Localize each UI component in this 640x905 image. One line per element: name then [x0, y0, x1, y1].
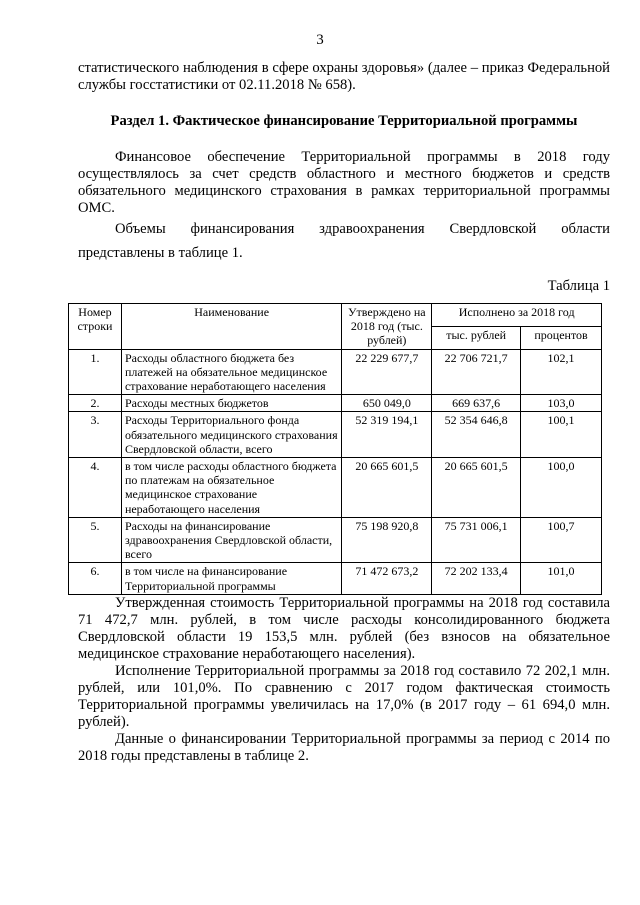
table-row: [69, 395, 602, 412]
row-executed: 20 665 601,5: [432, 458, 521, 518]
row-number: 6.: [69, 563, 122, 594]
paragraph-approved-cost: Утвержденная стоимость Территориальной программы на 2018 год составила 71 472,7 млн. рублей, в том числе расходы консолидированного бюджета Свердловской области 19 153,5 млн. рублей (без взносов на обязательное медицинское страхование неработающего населения).: [78, 594, 610, 662]
section-title: Раздел 1. Фактическое финансирование Территориальной программы: [110, 113, 578, 129]
document-body: [78, 60, 610, 765]
row-executed: 75 731 006,1: [432, 517, 521, 563]
row-percent: 100,0: [521, 458, 602, 518]
row-approved: 22 229 677,7: [342, 349, 432, 395]
row-name: Расходы на финансирование здравоохранения Свердловской области, всего: [121, 517, 341, 563]
row-executed: 72 202 133,4: [432, 563, 521, 594]
table-row: [69, 458, 602, 518]
row-name: Расходы Территориального фонда обязательного медицинского страхования Свердловской области, всего: [121, 412, 341, 458]
row-approved: 75 198 920,8: [342, 517, 432, 563]
table-row: [69, 563, 602, 594]
row-number: 4.: [69, 458, 122, 518]
paragraph-financing: Финансовое обеспечение Территориальной программы в 2018 году осуществлялось за счет средств областного и местного бюджетов и средств обязательного медицинского страхования в рамках территориальной программы ОМС.: [78, 149, 610, 216]
row-percent: 100,7: [521, 517, 602, 563]
financing-table: [68, 303, 602, 595]
row-approved: 650 049,0: [342, 395, 432, 412]
header-name: Наименование: [121, 304, 341, 350]
row-approved: 52 319 194,1: [342, 412, 432, 458]
header-row-number: Номер строки: [69, 304, 122, 350]
table-row: [69, 412, 602, 458]
header-executed: Исполнено за 2018 год: [432, 304, 602, 327]
row-percent: 100,1: [521, 412, 602, 458]
row-number: 1.: [69, 349, 122, 395]
row-name: Расходы областного бюджета без платежей на обязательное медицинское страхование неработающего населения: [121, 349, 341, 395]
page-number: 3: [316, 32, 324, 48]
paragraph-volumes: Объемы финансирования здравоохранения Свердловской области представлены в таблице 1.: [78, 221, 610, 261]
row-name: в том числе расходы областного бюджета по платежам на обязательное медицинское страхование неработающего населения: [121, 458, 341, 518]
paragraph-execution: Исполнение Территориальной программы за 2018 год составило 72 202,1 млн. рублей, или 101,0%. По сравнению с 2017 годом фактическая стоимость Территориальной программы увеличилась на 17,0% (в 2017 году – 61 694,0 млн. рублей).: [78, 662, 610, 730]
table-row: [69, 517, 602, 563]
row-name: в том числе на финансирование Территориальной программы: [121, 563, 341, 594]
row-executed: 22 706 721,7: [432, 349, 521, 395]
row-number: 2.: [69, 395, 122, 412]
row-approved: 20 665 601,5: [342, 458, 432, 518]
row-approved: 71 472 673,2: [342, 563, 432, 594]
row-executed: 52 354 646,8: [432, 412, 521, 458]
header-executed-thousand: тыс. рублей: [432, 326, 521, 349]
row-executed: 669 637,6: [432, 395, 521, 412]
row-percent: 102,1: [521, 349, 602, 395]
header-executed-percent: процентов: [521, 326, 602, 349]
row-percent: 103,0: [521, 395, 602, 412]
row-percent: 101,0: [521, 563, 602, 594]
row-number: 5.: [69, 517, 122, 563]
header-approved: Утверждено на 2018 год (тыс. рублей): [342, 304, 432, 350]
table-row: [69, 349, 602, 395]
row-name: Расходы местных бюджетов: [121, 395, 341, 412]
paragraph-table2-reference: Данные о финансировании Территориальной программы за период с 2014 по 2018 годы представлены в таблице 2.: [78, 730, 610, 764]
intro-continuation: статистического наблюдения в сфере охраны здоровья» (далее – приказ Федеральной службы госстатистики от 02.11.2018 № 658).: [78, 60, 610, 93]
row-number: 3.: [69, 412, 122, 458]
table-caption: Таблица 1: [547, 278, 610, 294]
